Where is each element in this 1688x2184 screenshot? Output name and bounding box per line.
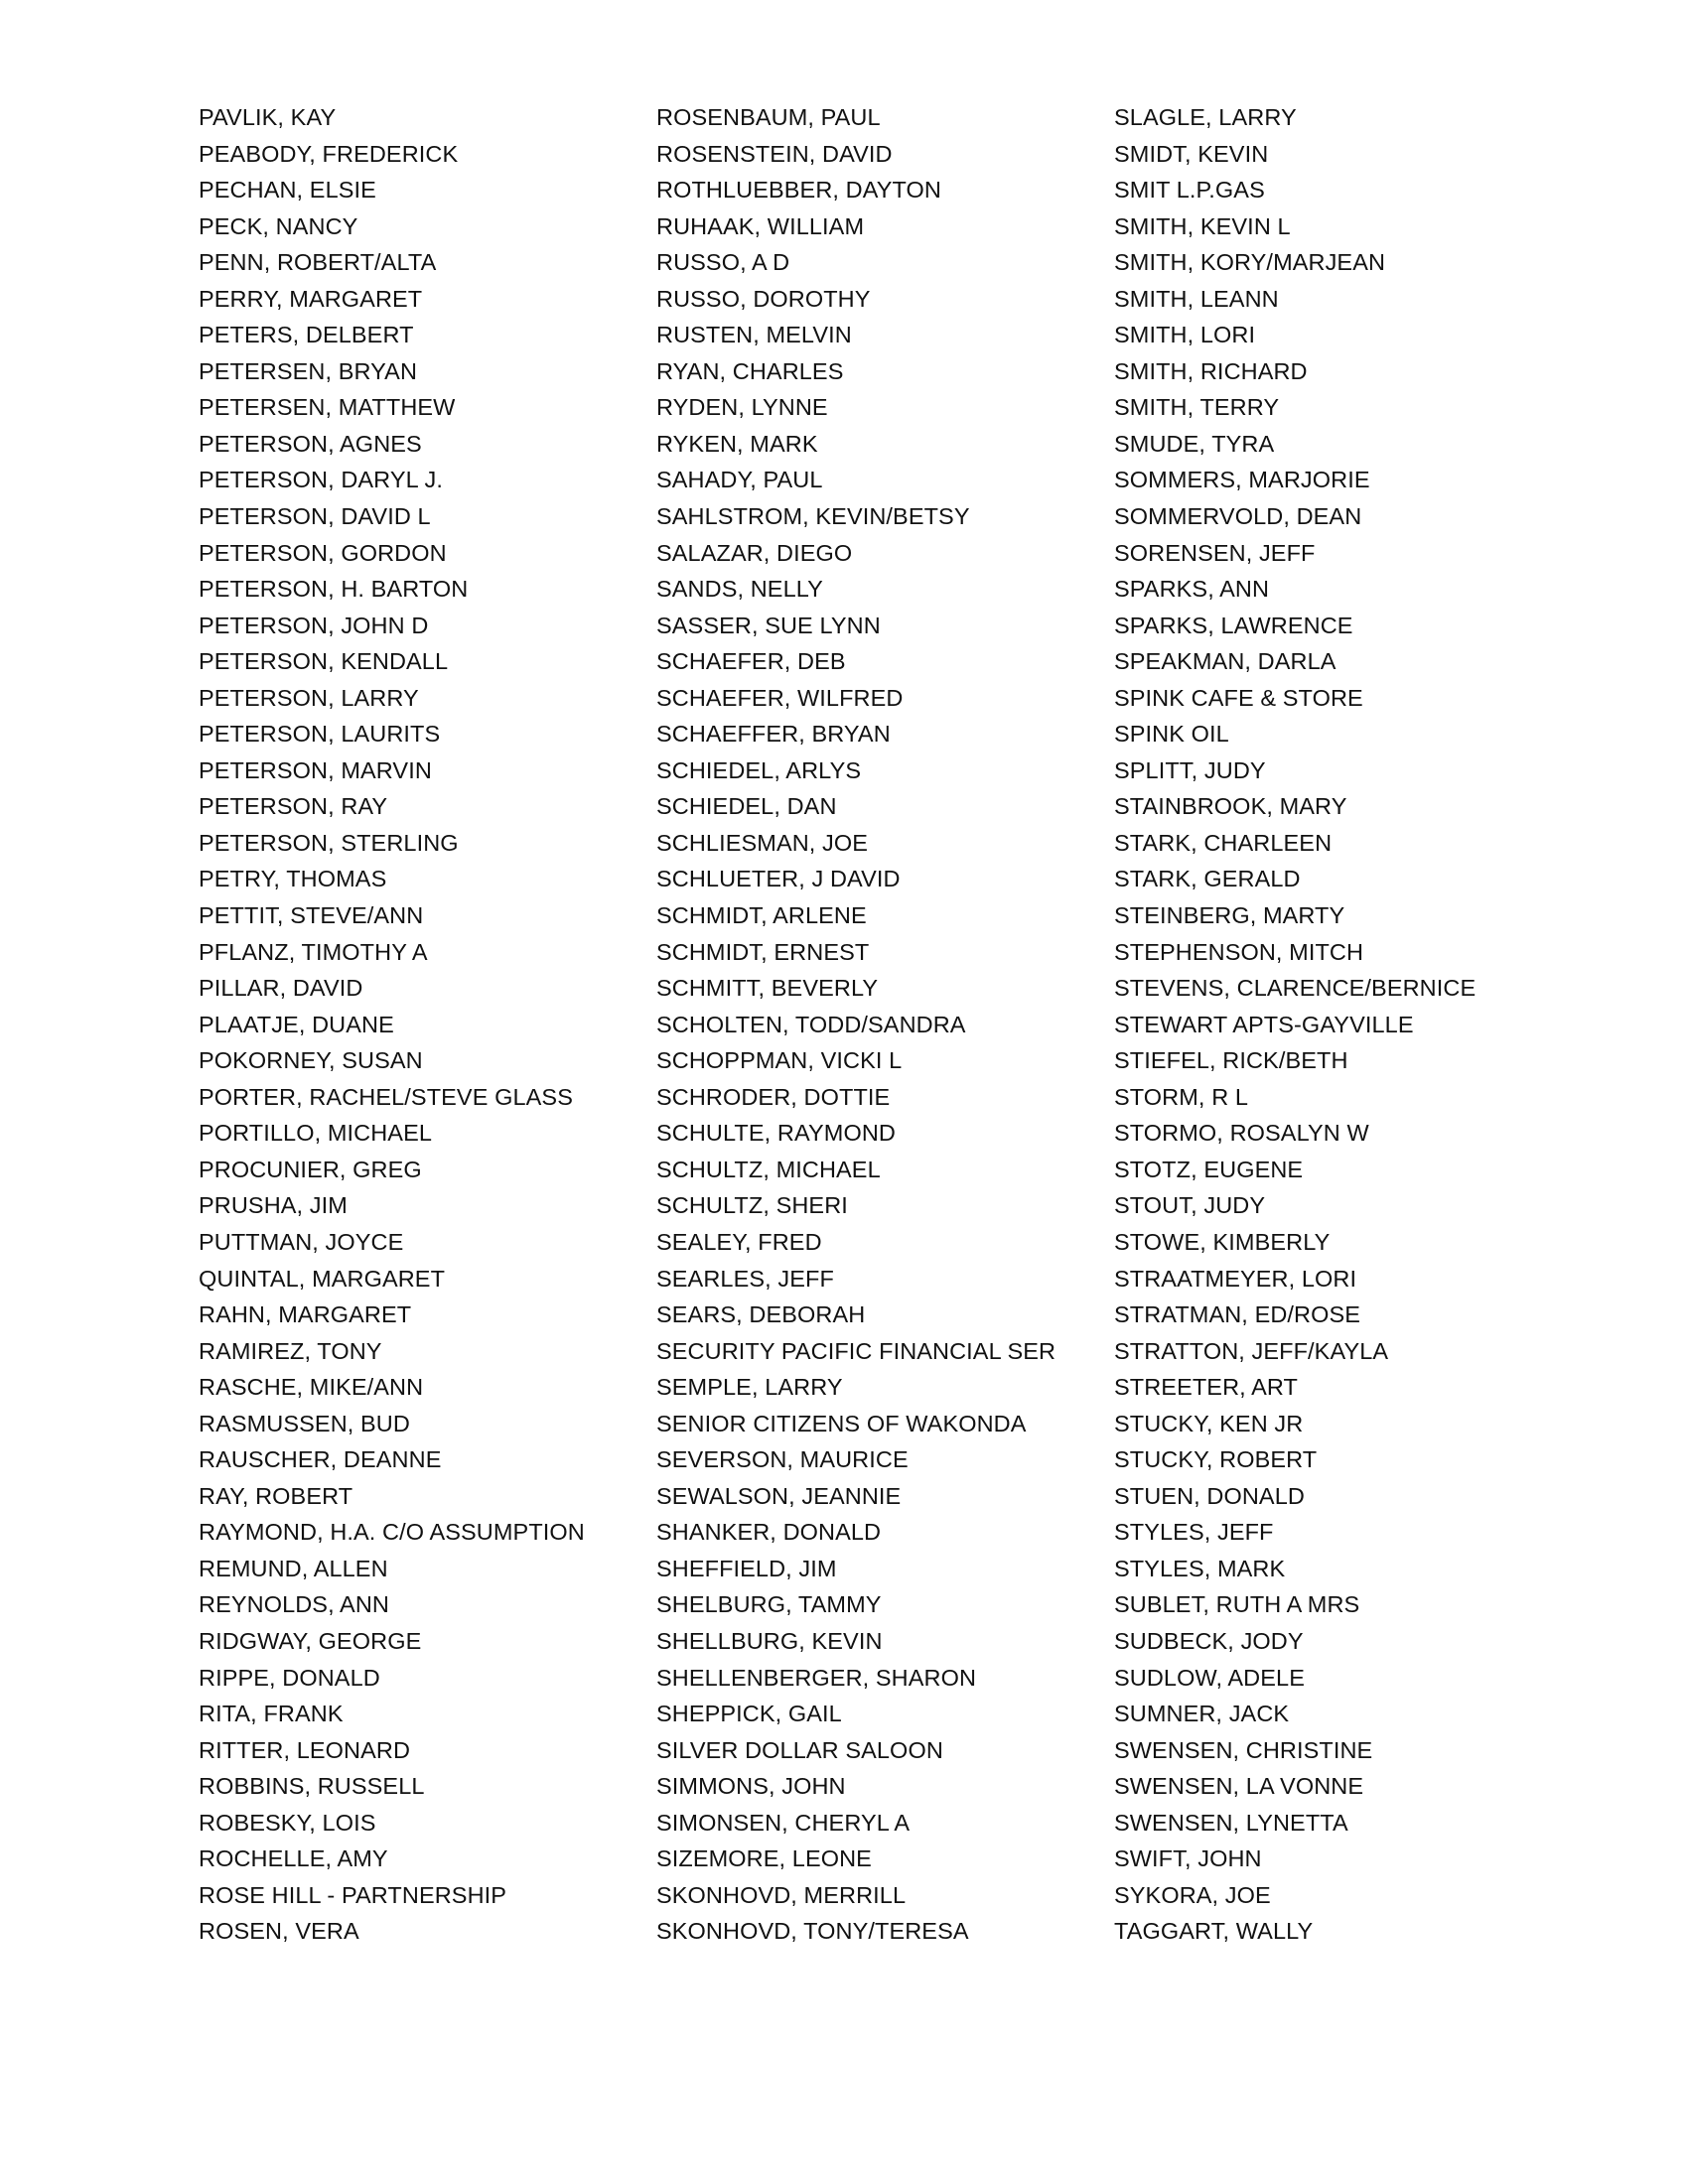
name-entry: STRATTON, JEFF/KAYLA [1114, 1337, 1389, 1364]
name-entry: STORMO, ROSALYN W [1114, 1120, 1369, 1147]
name-entry: PETERSON, AGNES [199, 430, 422, 457]
name-entry: RAMIREZ, TONY [199, 1337, 382, 1364]
name-entry: ROSENBAUM, PAUL [656, 104, 881, 130]
name-entry: PETERSON, LARRY [199, 684, 419, 711]
name-entry: PETTIT, STEVE/ANN [199, 902, 424, 929]
name-entry: SCHMIDT, ARLENE [656, 902, 867, 929]
name-entry: SCHAEFFER, BRYAN [656, 721, 891, 748]
name-entry: SWENSEN, LYNETTA [1114, 1809, 1348, 1836]
name-entry: STYLES, JEFF [1114, 1519, 1274, 1546]
name-entry: SORENSEN, JEFF [1114, 539, 1316, 566]
name-entry: PECK, NANCY [199, 212, 358, 239]
name-entry: SIMMONS, JOHN [656, 1773, 846, 1800]
name-entry: RAYMOND, H.A. C/O ASSUMPTION [199, 1519, 585, 1546]
name-entry: SMITH, RICHARD [1114, 357, 1308, 384]
name-entry: PETERS, DELBERT [199, 322, 414, 348]
name-entry: SOMMERVOLD, DEAN [1114, 503, 1362, 530]
name-entry: STRATMAN, ED/ROSE [1114, 1301, 1361, 1328]
name-column-2 [656, 99, 1093, 1950]
name-entry: PETERSON, RAY [199, 793, 388, 820]
name-entry: RUHAAK, WILLIAM [656, 212, 865, 239]
name-entry: STUCKY, ROBERT [1114, 1446, 1318, 1473]
name-entry: SCHIEDEL, DAN [656, 793, 837, 820]
name-entry: SPLITT, JUDY [1114, 756, 1266, 783]
name-entry: RASCHE, MIKE/ANN [199, 1374, 424, 1401]
name-entry: PORTER, RACHEL/STEVE GLASS [199, 1083, 573, 1110]
name-entry: SMITH, LORI [1114, 322, 1256, 348]
name-entry: SCHMIDT, ERNEST [656, 938, 870, 965]
name-entry: RAY, ROBERT [199, 1482, 353, 1509]
name-entry: STEPHENSON, MITCH [1114, 938, 1364, 965]
name-entry: SYKORA, JOE [1114, 1881, 1271, 1908]
name-entry: STEVENS, CLARENCE/BERNICE [1114, 975, 1477, 1002]
name-entry: SUBLET, RUTH A MRS [1114, 1591, 1360, 1618]
name-entry: RUSSO, DOROTHY [656, 285, 871, 312]
name-entry: SHELLBURG, KEVIN [656, 1627, 883, 1654]
name-entry: PENN, ROBERT/ALTA [199, 249, 437, 276]
name-entry: SCHOLTEN, TODD/SANDRA [656, 1011, 966, 1037]
name-entry: PFLANZ, TIMOTHY A [199, 938, 428, 965]
name-entry: PLAATJE, DUANE [199, 1011, 394, 1037]
name-entry: PRUSHA, JIM [199, 1192, 348, 1219]
name-entry: STOTZ, EUGENE [1114, 1156, 1304, 1182]
name-entry: REMUND, ALLEN [199, 1555, 388, 1581]
name-entry: RAHN, MARGARET [199, 1301, 412, 1328]
name-entry: PETERSON, MARVIN [199, 756, 432, 783]
name-entry: PETERSON, H. BARTON [199, 576, 469, 603]
name-entry: SCHLIESMAN, JOE [656, 829, 869, 856]
name-entry: STOWE, KIMBERLY [1114, 1228, 1331, 1255]
name-entry: ROBESKY, LOIS [199, 1809, 376, 1836]
name-entry: SALAZAR, DIEGO [656, 539, 853, 566]
name-entry: SWENSEN, CHRISTINE [1114, 1736, 1373, 1763]
name-entry: RYDEN, LYNNE [656, 394, 828, 421]
name-entry: STAINBROOK, MARY [1114, 793, 1347, 820]
name-entry: ROSENSTEIN, DAVID [656, 140, 893, 167]
name-entry: SHEPPICK, GAIL [656, 1701, 842, 1727]
name-entry: SHELLENBERGER, SHARON [656, 1664, 977, 1691]
name-entry: ROSE HILL - PARTNERSHIP [199, 1881, 507, 1908]
name-entry: ROBBINS, RUSSELL [199, 1773, 425, 1800]
name-entry: RIDGWAY, GEORGE [199, 1627, 422, 1654]
name-entry: SEVERSON, MAURICE [656, 1446, 909, 1473]
name-entry: SUDLOW, ADELE [1114, 1664, 1305, 1691]
name-entry: SUDBECK, JODY [1114, 1627, 1304, 1654]
name-entry: SCHAEFER, WILFRED [656, 684, 904, 711]
name-entry: SCHULTZ, MICHAEL [656, 1156, 881, 1182]
name-entry: SLAGLE, LARRY [1114, 104, 1297, 130]
name-entry: PETERSON, GORDON [199, 539, 447, 566]
name-column-1 [199, 99, 635, 1950]
name-entry: SCHULTE, RAYMOND [656, 1120, 896, 1147]
name-entry: PILLAR, DAVID [199, 975, 363, 1002]
name-entry: STUEN, DONALD [1114, 1482, 1305, 1509]
name-entry: SPARKS, ANN [1114, 576, 1270, 603]
name-entry: ROCHELLE, AMY [199, 1845, 388, 1872]
name-entry: STORM, R L [1114, 1083, 1249, 1110]
name-entry: PETERSEN, BRYAN [199, 357, 418, 384]
name-entry: SEARS, DEBORAH [656, 1301, 866, 1328]
name-entry: SMIDT, KEVIN [1114, 140, 1269, 167]
name-entry: SCHULTZ, SHERI [656, 1192, 848, 1219]
name-entry: SEMPLE, LARRY [656, 1374, 843, 1401]
name-entry: SOMMERS, MARJORIE [1114, 467, 1370, 493]
name-entry: SUMNER, JACK [1114, 1701, 1290, 1727]
name-entry: STIEFEL, RICK/BETH [1114, 1047, 1348, 1074]
name-entry: PETERSON, STERLING [199, 829, 459, 856]
name-entry: SMITH, KORY/MARJEAN [1114, 249, 1386, 276]
name-entry: RIPPE, DONALD [199, 1664, 380, 1691]
name-entry: SIZEMORE, LEONE [656, 1845, 872, 1872]
name-entry: SPARKS, LAWRENCE [1114, 612, 1353, 638]
name-entry: REYNOLDS, ANN [199, 1591, 389, 1618]
name-entry: SPINK OIL [1114, 721, 1229, 748]
name-entry: RYAN, CHARLES [656, 357, 844, 384]
name-entry: SPEAKMAN, DARLA [1114, 648, 1336, 675]
name-entry: STREETER, ART [1114, 1374, 1298, 1401]
name-entry: RASMUSSEN, BUD [199, 1410, 410, 1436]
name-entry: SCHIEDEL, ARLYS [656, 756, 862, 783]
name-entry: RITA, FRANK [199, 1701, 344, 1727]
name-entry: STEWART APTS-GAYVILLE [1114, 1011, 1414, 1037]
name-entry: SMUDE, TYRA [1114, 430, 1275, 457]
name-entry: STARK, GERALD [1114, 866, 1301, 892]
name-entry: SAHLSTROM, KEVIN/BETSY [656, 503, 970, 530]
name-entry: PECHAN, ELSIE [199, 177, 376, 204]
name-entry: PETERSON, DAVID L [199, 503, 431, 530]
name-entry: PUTTMAN, JOYCE [199, 1228, 404, 1255]
name-entry: SHEFFIELD, JIM [656, 1555, 837, 1581]
name-entry: PETRY, THOMAS [199, 866, 387, 892]
name-entry: SKONHOVD, TONY/TERESA [656, 1918, 969, 1945]
name-entry: RUSTEN, MELVIN [656, 322, 852, 348]
name-entry: SCHOPPMAN, VICKI L [656, 1047, 903, 1074]
name-entry: SANDS, NELLY [656, 576, 823, 603]
name-entry: SEARLES, JEFF [656, 1265, 834, 1292]
name-entry: STUCKY, KEN JR [1114, 1410, 1304, 1436]
name-entry: SMITH, KEVIN L [1114, 212, 1291, 239]
name-entry: STARK, CHARLEEN [1114, 829, 1333, 856]
name-entry: SIMONSEN, CHERYL A [656, 1809, 911, 1836]
name-entry: SWENSEN, LA VONNE [1114, 1773, 1364, 1800]
name-entry: SAHADY, PAUL [656, 467, 823, 493]
name-entry: SKONHOVD, MERRILL [656, 1881, 907, 1908]
name-entry: SILVER DOLLAR SALOON [656, 1736, 943, 1763]
name-entry: RUSSO, A D [656, 249, 790, 276]
name-entry: SEWALSON, JEANNIE [656, 1482, 902, 1509]
name-entry: ROTHLUEBBER, DAYTON [656, 177, 941, 204]
name-column-3 [1114, 99, 1551, 1950]
name-entry: SCHMITT, BEVERLY [656, 975, 879, 1002]
name-entry: PETERSON, JOHN D [199, 612, 429, 638]
name-entry: SPINK CAFE & STORE [1114, 684, 1363, 711]
name-entry: SASSER, SUE LYNN [656, 612, 881, 638]
name-entry: STOUT, JUDY [1114, 1192, 1266, 1219]
name-entry: PERRY, MARGARET [199, 285, 423, 312]
name-entry: STRAATMEYER, LORI [1114, 1265, 1357, 1292]
name-entry: ROSEN, VERA [199, 1918, 359, 1945]
name-entry: PETERSEN, MATTHEW [199, 394, 456, 421]
name-entry: PETERSON, DARYL J. [199, 467, 444, 493]
name-entry: RITTER, LEONARD [199, 1736, 411, 1763]
name-entry: SCHRODER, DOTTIE [656, 1083, 891, 1110]
name-entry: STYLES, MARK [1114, 1555, 1286, 1581]
name-entry: PEABODY, FREDERICK [199, 140, 459, 167]
name-entry: TAGGART, WALLY [1114, 1918, 1314, 1945]
name-entry: SENIOR CITIZENS OF WAKONDA [656, 1410, 1027, 1436]
name-entry: PROCUNIER, GREG [199, 1156, 422, 1182]
name-entry: SECURITY PACIFIC FINANCIAL SER [656, 1337, 1056, 1364]
name-entry: RAUSCHER, DEANNE [199, 1446, 442, 1473]
name-entry: RYKEN, MARK [656, 430, 818, 457]
name-entry: PETERSON, KENDALL [199, 648, 449, 675]
name-entry: SHELBURG, TAMMY [656, 1591, 882, 1618]
name-entry: SEALEY, FRED [656, 1228, 822, 1255]
name-entry: SHANKER, DONALD [656, 1519, 882, 1546]
name-entry: SMIT L.P.GAS [1114, 177, 1265, 204]
name-entry: SMITH, LEANN [1114, 285, 1279, 312]
name-entry: PETERSON, LAURITS [199, 721, 441, 748]
name-entry: SCHAEFER, DEB [656, 648, 846, 675]
name-entry: PORTILLO, MICHAEL [199, 1120, 433, 1147]
name-entry: SWIFT, JOHN [1114, 1845, 1262, 1872]
name-entry: SMITH, TERRY [1114, 394, 1280, 421]
name-entry: STEINBERG, MARTY [1114, 902, 1345, 929]
name-entry: QUINTAL, MARGARET [199, 1265, 446, 1292]
name-entry: POKORNEY, SUSAN [199, 1047, 423, 1074]
name-entry: PAVLIK, KAY [199, 104, 337, 130]
name-entry: SCHLUETER, J DAVID [656, 866, 901, 892]
